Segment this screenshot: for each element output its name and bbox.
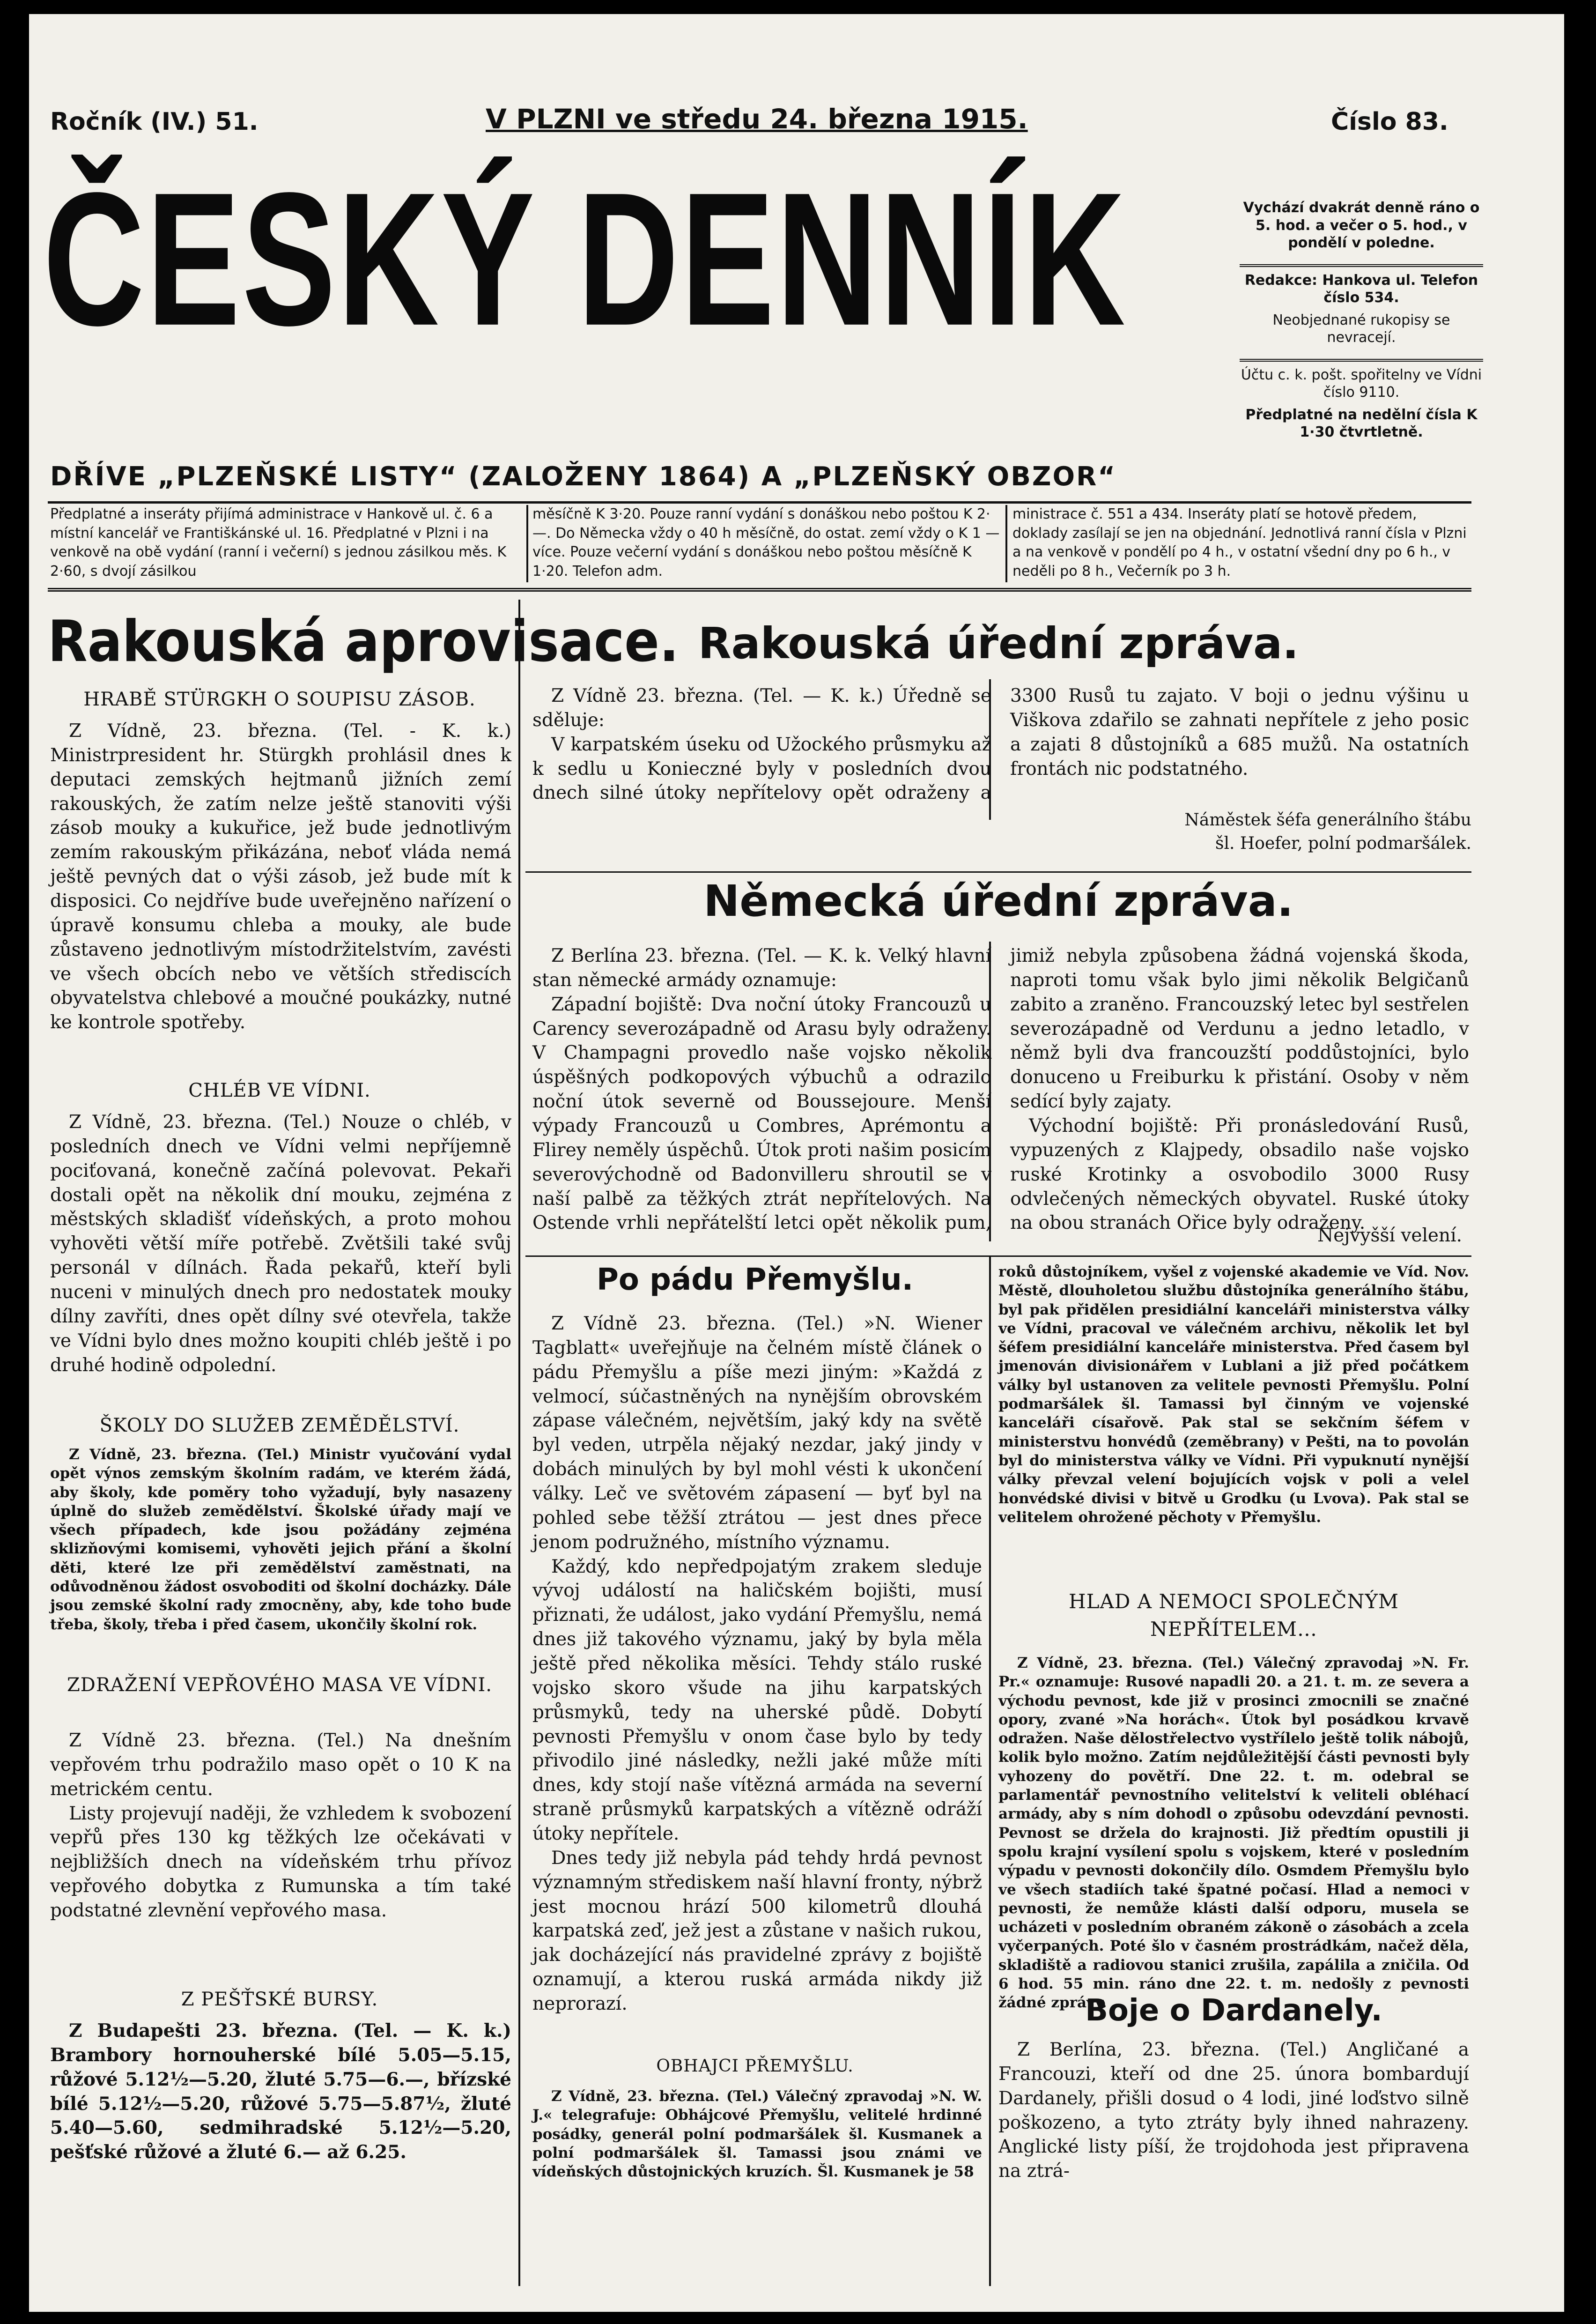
newspaper-page — [29, 14, 1564, 2312]
headline-aprovisace: Rakouská aprovisace. — [48, 608, 679, 675]
article-skoly: Z Vídně, 23. března. (Tel.) Ministr vyučování vydal opět výnos zemským školním radám, ve kterém žádá, aby školy, kde poměry toho vyžadují, byly nasazeny úplně do služeb zemědělství. Školské úřady mají ve všech případech, kde jsou požádány zejména sklizňovými komisemi, vyhověti jejich přání a školní děti, které lze při zemědělství zaměstnati, na odůvodněnou žádost osvoboditi od školní docházky. Dále jsou zemské školní rady zmocněny, aby, kde toho bude třeba, školy, třeba i před časem, ukončily školní rok. — [50, 1446, 511, 1633]
article-austrian-report: Z Vídně 23. března. (Tel. — K. k.) Úředně se sděluje: V karpatském úseku od Užockého průsmyku až k sedlu u Konieczné byly v posledních dvou dnech silné útoky nepřítelovy opět odraženy a 3300 Rusů tu zajato. V boji o jednu výšinu u Viškova zdařilo se zahnati nepřítele z jeho posic a zajati 8 důstojníků a 685 mužů. Na ostatních frontách nic podstatného. — [532, 685, 1469, 804]
manuscripts-note: Neobjednané rukopisy se nevracejí. — [1272, 312, 1450, 346]
article-chleb: Z Vídně, 23. března. (Tel.) Nouze o chléb, v posledních dnech ve Vídni velmi nepříjemně pociťovaná, konečně začíná polevovat. Pekaři dostali opět na několik dní mouku, zejména z městských skladišť vídeňských, a proto mohou vyhověti větší míře potřebě. Zvětšili také svůj personál v dílnách. Řada pekařů, kteří byli nuceni v minulých dnech pro nedostatek mouky dílny zavříti, dnes opět dílny své otevřela, takže ve Vídni bylo dnes možno koupiti chléb ještě i po druhé hodině odpolední. — [50, 1112, 511, 1376]
office-note: Redakce: Hankova ul. Telefon číslo 534. — [1244, 272, 1478, 306]
sunday-note: Předplatné na nedělní čísla K 1·30 čtvrtletně. — [1245, 406, 1478, 440]
austrian-signature-1: Náměstek šéfa generálního štábu — [1184, 810, 1471, 830]
austrian-signature-2: šl. Hoefer, polní podmaršálek. — [1215, 834, 1471, 853]
masthead-info — [1240, 199, 1483, 441]
german-signature: Nejvyšší velení. — [1317, 1225, 1462, 1246]
headline-german-report: Německá úřední zpráva. — [703, 876, 1293, 926]
newspaper-title: ČESKÝ DENNÍK — [43, 152, 1127, 365]
account-note: Účtu c. k. pošt. spořitelny ve Vídni číslo 9110. — [1241, 366, 1482, 401]
subscription-text-1: Předplatné a inseráty přijímá administrace v Hankově ul. č. 6 a místní kancelář ve Františkánské ul. 16. Předplatné v Plzni i na venkově na obě vydání (ranní i večerní) s jednou zásilkou měs. K 2·60, s dvojí zásilkou — [50, 506, 507, 579]
article-dardanely: Z Berlína, 23. března. (Tel.) Angličané a Francouzi, kteří od dne 25. února bombardují Dardanely, přišli dosud o 4 lodi, jiné loďstvo silně poškozeno, a tyto ztráty byly ihned nahrazeny. Anglické listy píší, že trojdohoda jest připravena na ztrá- — [998, 2039, 1469, 2182]
article-obhajci: Z Vídně, 23. března. (Tel.) Válečný zpravodaj »N. W. J.« telegrafuje: Obhájcové Přemyšlu, velitelé hrdinné posádky, generál polní podmaršálek šl. Kusmanek a polní podmaršálek šl. Tamassi jsou známi ve vídeňských důstojnických kruzích. Šl. Kusmanek je 58 — [532, 2088, 982, 2181]
dateline: V PLZNI ve středu 24. března 1915. — [486, 103, 1028, 135]
article-przemysl: Z Vídně 23. března. (Tel.) »N. Wiener Tagblatt« uveřejňuje na čelném místě článek o pádu Přemyšlu a píše mezi jiným: »Každá z velmocí, súčastněných na nynějším obrovském zápase válečném, největším, jaký kdy na světě byl veden, utrpěla nějaký nezdar, jaký jindy v dobách minulých by byl mohl vésti k ukončení války. Leč ve světovém zápasení — byť byl na pohled sebe těžší ztrátou — jest dnes přece jenom podružného, místního významu. Každý, kdo nepředpojatým zrakem sleduje vývoj událostí na haličském bojišti, musí přiznati, že událost, jako vydání Přemyšlu, nemá dnes již takového významu, jaký by byla měla ještě před několika měsíci. Tehdy stálo ruské vojsko skoro všude na jihu karpatských průsmyků, tedy na uherské půdě. Dobytí pevnosti Přemyšlu v onom čase bylo by tedy přivodilo jiné následky, nežli jaké může míti dnes, kdy stojí naše vítězná armáda na severní straně průsmyků karpatských a vítězně odráží útoky nepřítele. Dnes tedy již nebyla pád tehdy hrdá pevnost významným střediskem naší hlavní fronty, nýbrž jest mocnou hrází 500 kilometrů dlouhá karpatská zeď, jež jest a zůstane v našich rukou, jak docházející nás pravidelné zprávy z bojiště oznamují, a kterou ruská armáda nikdy již neprorazí. — [532, 1313, 982, 2015]
heading-bursa: Z PEŠŤSKÉ BURSY. — [181, 1989, 378, 2010]
heading-obhajci: OBHAJCI PŘEMYŠLU. — [656, 2057, 854, 2076]
heading-chleb: CHLÉB VE VÍDNI. — [188, 1080, 371, 1101]
headline-dardanely: Boje o Dardanely. — [1085, 1993, 1382, 2028]
article-sturgkh: Z Vídně, 23. března. (Tel. - K. k.) Ministrpresident hr. Stürgkh prohlásil dnes k deputaci zemských hejtmanů jižních zemí rakouských, že zatím nelze ještě stanoviti výši zásob mouky a kukuřice, jež bude jednotlivým zemím rakouským přikázána, neboť vláda nemá ještě pevných dat o výši zásob, jež bude mít k disposici. Co nejdříve bude uveřejněno nařízení o úpravě konsumu chleba a mouky, ale bude zůstaveno jednotlivým místodržitelstvím, zavésti ve všech obcích nebo ve větších střediscích obyvatelstva chlebové a moučné poukázky, nutné ke kontrole spotřeby. — [50, 720, 511, 1033]
article-hlad: Z Vídně, 23. března. (Tel.) Válečný zpravodaj »N. Fr. Pr.« oznamuje: Rusové napadli 20. a 21. t. m. ze severa a východu pevnost, kde již v prosinci zmocnili se značné opory, zvané »Na horách«. Útok byl posádkou krvavě odražen. Naše dělostřelectvo vystřílelo ještě tolik nábojů, kolik bylo možno. Zatím nejdůležitější části pevnosti byly vyhozeny do povětří. Dne 22. t. m. odebral se parlamentář pevnostního velitelství k veliteli obléhací armády, aby s ním dohodl o způsobu odevzdání pevnosti. Pevnost se držela do krajnosti. Již předtím opustili ji spolu krajní vysílení spolu s vojskem, které v posledním výpadu v pevnosti dokončily dílo. Osmdem Přemyšlu bylo ve všech stadiích také špatné počasí. Hlad a nemoci v pevnosti, že nemůže klásti další odporu, musela se ucházeti v posledním obraném zákoně o zásobách a zcela vyčerpaných. Poté šlo v časném prostrádkám, načež děla, skladiště a radiovou stanici zrušila, zapálila a zničila. Od 6 hod. 55 min. ráno dne 22. t. m. nedošly z pevnosti žádné zprávy. — [998, 1655, 1469, 2012]
subscription-text-2: měsíčně K 3·20. Pouze ranní vydání s donáškou nebo poštou K 2·—. Do Německa vždy o 40 h měsíčně, do ostat. zemí vždy o K 1 — více. Pouze večerní vydání s donáškou nebo poštou měsíčně K 1·20. Telefon adm. — [532, 506, 1000, 579]
heading-sturgkh: HRABĚ STÜRGKH O SOUPISU ZÁSOB. — [83, 689, 476, 710]
heading-maso: ZDRAŽENÍ VEPŘOVÉHO MASA VE VÍDNI. — [67, 1674, 492, 1696]
heading-hlad: HLAD A NEMOCI SPOLEČNÝM NEPŘÍTELEM… — [1068, 1590, 1399, 1641]
article-maso: Z Vídně 23. března. (Tel.) Na dnešním vepřovém trhu podražilo maso opět o 10 K na metrickém centu. Listy projevují naději, že vzhledem k svobození vepřů přes 130 kg těžkých lze očekávati v nejbližších dnech na vídeňském trhu přívoz vepřového dobytka z Rumunska a tím také podstatné zlevnění vepřového masa. — [50, 1730, 511, 1922]
article-kusmanek: roků důstojníkem, vyšel z vojenské akademie ve Víd. Nov. Městě, dlouholetou službu důstojníka generálního štábu, byl pak přidělen presidiální kanceláři ministerstva války ve Vídni, pracoval ve válečném archivu, několik let byl šéfem presidiální kanceláře ministerstva. Před časem byl jmenován divisionářem v Lublani a již před počátkem války byl ustanoven za velitele pevnosti Přemyšlu. Polní podmaršálek šl. Tamassi byl činným ve vojenské kanceláři císařově. Pak stal se sekčním šéfem v ministerstvu honvédů (zeměbrany) v Pešti, na to povolán byl do ministerstva války ve Vídni. Při vypuknutí nynější války převzal velení bojujících vojsk v poli a velel honvédské divisi v bitvě u Grodku (u Lvova). Pak stal se velitelem ohrožené pěchoty v Přemyšlu. — [998, 1263, 1469, 1526]
headline-austrian-report: Rakouská úřední zpráva. — [698, 618, 1299, 668]
heading-skoly: ŠKOLY DO SLUŽEB ZEMĚDĚLSTVÍ. — [99, 1415, 460, 1436]
issue-number: Číslo 83. — [1331, 108, 1448, 136]
subscription-text-3: ministrace č. 551 a 434. Inseráty platí se hotově předem, doklady zasílají se jen na objednání. Jednotlivá ranní čísla v Plzni a na venkově v pondělí po 4 h., v ostatní všední dny po 6 h., v neděli po 8 h., Večerník po 3 h. — [1012, 506, 1467, 579]
schedule-note: Vychází dvakrát denně ráno o 5. hod. a večer o 5. hod., v pondělí v poledne. — [1243, 200, 1480, 251]
subtitle: DŘÍVE „PLZEŇSKÉ LISTY“ (ZALOŽENY 1864) A „PLZEŇSKÝ OBZOR“ — [50, 461, 1117, 492]
volume-label: Ročník (IV.) 51. — [50, 108, 259, 136]
headline-przemysl: Po pádu Přemyšlu. — [597, 1262, 913, 1297]
article-bursa: Z Budapešti 23. března. (Tel. — K. k.) Brambory hornouherské bílé 5.05—5.15, růžové 5.12½—5.20, žluté 5.75—6.—, břízské bílé 5.12½—5.20, růžové 5.75—5.87½, žluté 5.40—5.60, sedmihradské 5.12½—5.20, pešťské růžové a žluté 6.— až 6.25. — [50, 2020, 511, 2163]
article-german-report: Z Berlína 23. března. (Tel. — K. k. Velký hlavní stan německé armády oznamuje: Západní bojiště: Dva noční útoky Francouzů u Carency severozápadně od Arasu byly odraženy. V Champagni provedlo naše vojsko několik úspěšných podkopových výbuchů a odrazilo noční útok severně od Boussejoure. Menší výpady Francouzů u Combres, Aprémontu a Flirey neměly úspěchů. Útok proti našim posicím severovýchodně od Badonvilleru shroutil se v naší palbě za těžkých ztrát nepřítelových. Na Ostende vrhli nepřátelští letci opět několik pum, jimiž nebyla způsobena žádná vojenská škoda, naproti tomu však bylo jimi několik Belgičanů zabito a zraněno. Francouzský letec byl sestřelen severozápadně od Verdunu a jedno letadlo, v němž byli dva francouzští poddůstojníci, bylo donuceno u Freiburku k přistání. Osoby v něm sedící byly zajaty. Východní bojiště: Při pronásledování Rusů, vypuzených z Klajpedy, obsadilo naše vojsko ruské Krotinky a osvobodilo 3000 Rusy odvlečených německých obyvatel. Ruské útoky na obou stranách Ořice byly odraženy. — [532, 945, 1469, 1234]
